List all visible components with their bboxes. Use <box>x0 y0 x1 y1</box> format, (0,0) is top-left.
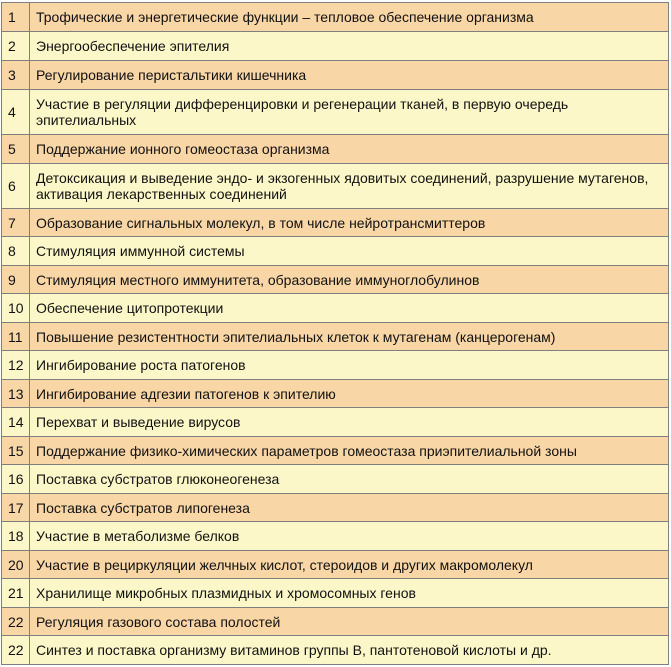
row-number: 16 <box>2 465 30 494</box>
functions-table <box>1 2 669 665</box>
row-number: 7 <box>2 209 30 237</box>
row-number: 22 <box>2 636 30 665</box>
table-row <box>2 465 669 494</box>
table-row <box>2 61 669 90</box>
row-text: Перехват и выведение вирусов <box>30 408 669 437</box>
row-text: Обеспечение цитопротекции <box>30 294 669 323</box>
row-number: 14 <box>2 408 30 437</box>
table-row <box>2 380 669 408</box>
row-number: 9 <box>2 266 30 294</box>
row-number: 15 <box>2 437 30 465</box>
row-number: 8 <box>2 237 30 266</box>
row-text: Энергообеспечение эпителия <box>30 32 669 61</box>
row-number: 11 <box>2 323 30 351</box>
row-number: 12 <box>2 351 30 380</box>
table-row <box>2 3 669 32</box>
table-row <box>2 237 669 266</box>
row-text: Поставка субстратов глюконеогенеза <box>30 465 669 494</box>
table-row <box>2 164 669 209</box>
row-text: Участие в регуляции дифференцировки и регенерации тканей, в первую очередь эпителиальных <box>30 90 669 135</box>
row-text: Участие в метаболизме белков <box>30 522 669 551</box>
row-text: Ингибирование роста патогенов <box>30 351 669 380</box>
table-row <box>2 209 669 237</box>
table-row <box>2 408 669 437</box>
table-row <box>2 351 669 380</box>
table-row <box>2 494 669 522</box>
row-text: Поддержание ионного гомеостаза организма <box>30 135 669 164</box>
row-text: Стимуляция иммунной системы <box>30 237 669 266</box>
row-number: 5 <box>2 135 30 164</box>
row-text: Хранилище микробных плазмидных и хромосомных генов <box>30 579 669 608</box>
row-number: 13 <box>2 380 30 408</box>
row-number: 17 <box>2 494 30 522</box>
table-row <box>2 608 669 636</box>
table-row <box>2 323 669 351</box>
table-row <box>2 522 669 551</box>
table-row <box>2 135 669 164</box>
row-text: Регулирование перистальтики кишечника <box>30 61 669 90</box>
row-number: 1 <box>2 3 30 32</box>
table-row <box>2 90 669 135</box>
row-number: 2 <box>2 32 30 61</box>
table-row <box>2 551 669 579</box>
row-text: Ингибирование адгезии патогенов к эпителию <box>30 380 669 408</box>
row-text: Синтез и поставка организму витаминов группы В, пантотеновой кислоты и др. <box>30 636 669 665</box>
table-row <box>2 266 669 294</box>
table-row <box>2 294 669 323</box>
row-number: 21 <box>2 579 30 608</box>
row-number: 20 <box>2 551 30 579</box>
row-text: Регуляция газового состава полостей <box>30 608 669 636</box>
row-text: Поддержание физико-химических параметров гомеостаза приэпителиальной зоны <box>30 437 669 465</box>
row-text: Стимуляция местного иммунитета, образование иммуноглобулинов <box>30 266 669 294</box>
table-row <box>2 437 669 465</box>
row-text: Повышение резистентности эпителиальных клеток к мутагенам (канцерогенам) <box>30 323 669 351</box>
row-number: 4 <box>2 90 30 135</box>
row-number: 18 <box>2 522 30 551</box>
row-text: Детоксикация и выведение эндо- и экзогенных ядовитых соединений, разрушение мутагенов, активация лекарственных соединений <box>30 164 669 209</box>
row-text: Образование сигнальных молекул, в том числе нейротрансмиттеров <box>30 209 669 237</box>
table-row <box>2 579 669 608</box>
row-number: 10 <box>2 294 30 323</box>
row-number: 3 <box>2 61 30 90</box>
row-number: 22 <box>2 608 30 636</box>
row-text: Поставка субстратов липогенеза <box>30 494 669 522</box>
table-row <box>2 636 669 665</box>
row-number: 6 <box>2 164 30 209</box>
row-text: Участие в рециркуляции желчных кислот, стероидов и других макромолекул <box>30 551 669 579</box>
functions-table-body <box>2 3 669 665</box>
row-text: Трофические и энергетические функции – тепловое обеспечение организма <box>30 3 669 32</box>
table-row <box>2 32 669 61</box>
